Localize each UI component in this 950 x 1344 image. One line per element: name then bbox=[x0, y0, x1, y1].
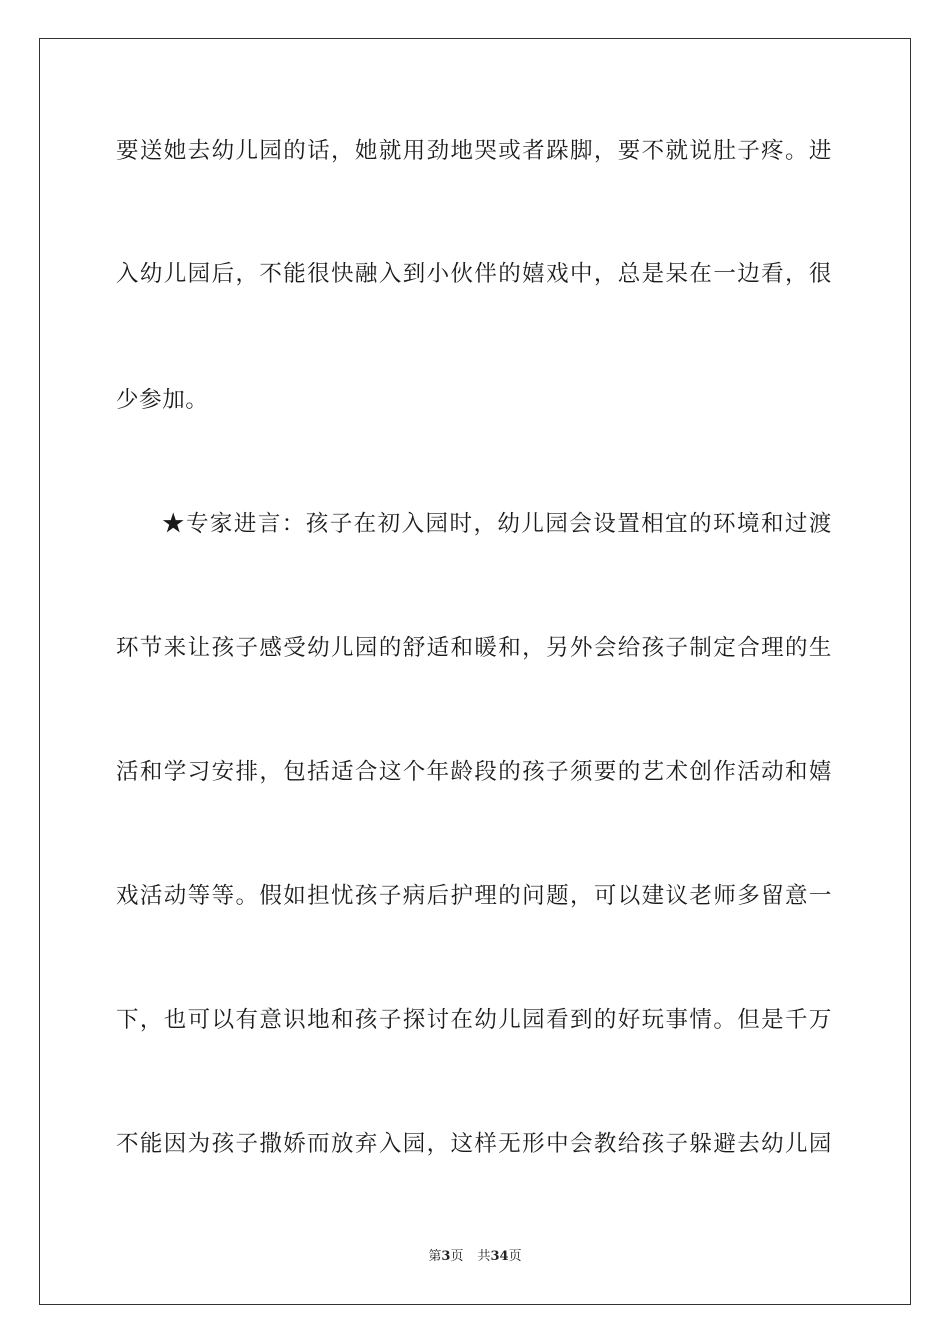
text-line-3: 少参加。 bbox=[116, 387, 209, 413]
text-line-9: 不能因为孩子撒娇而放弃入园，这样无形中会教给孩子躲避去幼儿园 bbox=[116, 1131, 832, 1157]
text-line-2: 入幼儿园后，不能很快融入到小伙伴的嬉戏中，总是呆在一边看，很 bbox=[116, 261, 832, 287]
footer-total-prefix: 共 bbox=[477, 1249, 491, 1264]
footer-total-pages: 34 bbox=[490, 1249, 509, 1264]
text-line-4: ★专家进言：孩子在初入园时，幼儿园会设置相宜的环境和过渡 bbox=[162, 511, 832, 537]
footer-page-suffix: 页 bbox=[450, 1249, 464, 1264]
text-line-1: 要送她去幼儿园的话，她就用劲地哭或者跺脚，要不就说肚子疼。进 bbox=[116, 138, 832, 164]
text-line-8: 下，也可以有意识地和孩子探讨在幼儿园看到的好玩事情。但是千万 bbox=[116, 1007, 832, 1033]
page-footer bbox=[0, 1248, 950, 1266]
footer-total-suffix: 页 bbox=[508, 1249, 522, 1264]
text-line-6: 活和学习安排，包括适合这个年龄段的孩子须要的艺术创作活动和嬉 bbox=[116, 759, 832, 785]
text-line-5: 环节来让孩子感受幼儿园的舒适和暖和，另外会给孩子制定合理的生 bbox=[116, 635, 832, 661]
footer-page-prefix: 第 bbox=[428, 1249, 442, 1264]
footer-page-number: 3 bbox=[441, 1249, 451, 1264]
text-line-7: 戏活动等等。假如担忧孩子病后护理的问题，可以建议老师多留意一 bbox=[116, 883, 832, 909]
page-border bbox=[39, 38, 911, 1305]
